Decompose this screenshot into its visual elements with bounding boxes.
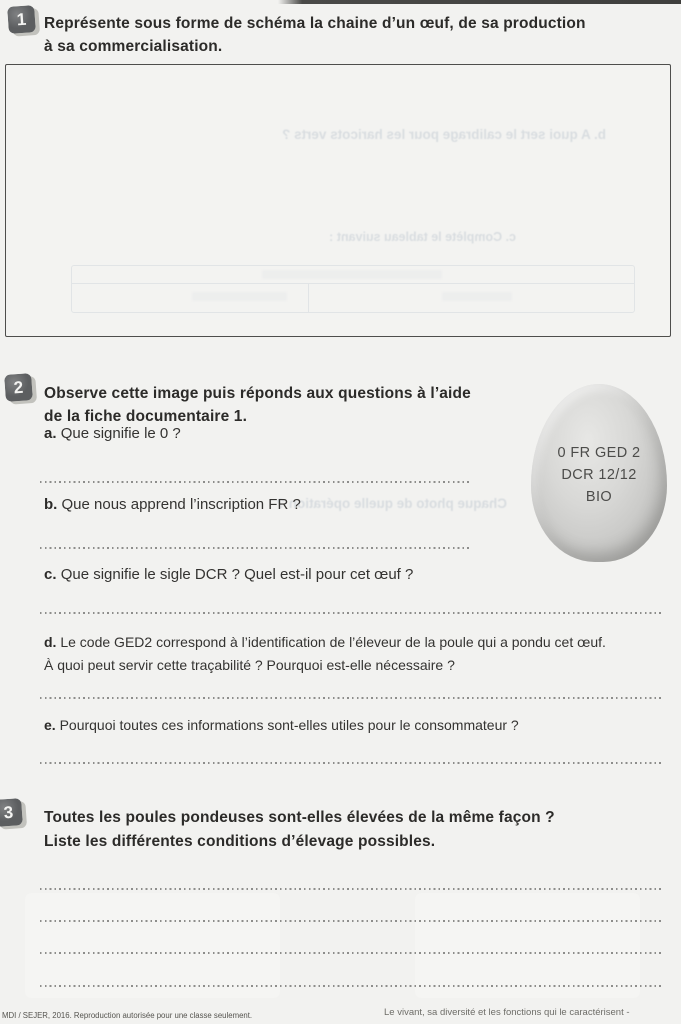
question-a-label: a. [44,425,57,442]
scan-edge-artifact [278,0,681,4]
answer-line-3-1 [40,888,662,890]
question-b-label: b. [44,496,58,513]
exercise-3-badge [0,798,23,827]
exercise-2-badge [4,373,33,402]
exercise-3-heading [44,806,555,854]
question-a-text: Que signifie le 0 ? [60,425,181,442]
exercise-1-heading-line2: à sa commercialisation. [44,38,223,55]
question-b-text: Que nous apprend l’inscription FR ? [61,496,301,513]
showthrough-block-right [415,893,640,998]
question-b [44,493,301,516]
exercise-2-number: 2 [13,377,24,398]
exercise-2-heading-line1: Observe cette image puis réponds aux questions à l’aide [44,385,471,402]
schema-drawing-area [5,64,671,337]
exercise-3-heading-line2: Liste les différentes conditions d’élevage possibles. [44,833,436,850]
exercise-1-number: 1 [16,9,27,30]
question-c-label: c. [44,566,57,583]
showthrough-text-1: b. A quoi sert le calibrage pour les haricots verts ? [282,127,606,142]
answer-line-a [40,481,472,483]
showthrough-text-2: c. Complète le tableau suivant : [329,230,516,244]
question-d [44,631,606,677]
question-d-label: d. [44,634,57,650]
egg-photo [531,384,667,562]
egg-code [531,442,667,508]
question-c-text: Que signifie le sigle DCR ? Quel est-il pour cet œuf ? [60,566,414,583]
answer-line-e [40,762,662,764]
exercise-1-badge [7,5,36,34]
showthrough-block-left [25,893,280,998]
answer-line-3-3 [40,952,662,954]
egg-code-line3: BIO [585,489,613,505]
curriculum-theme-text: Le vivant, sa diversité et les fonctions qui le caractérisent - [384,1007,630,1018]
exercise-3-heading-line1: Toutes les poules pondeuses sont-elles élevées de la même façon ? [44,809,555,826]
showthrough-text-3: Chaque photo de quelle opération ? [276,496,507,511]
question-c [44,563,413,586]
egg-code-line2: DCR 12/12 [561,467,637,483]
exercise-3-number: 3 [3,802,14,823]
showthrough-table [71,265,635,313]
question-e-label: e. [44,717,56,733]
exercise-1-heading [44,12,586,58]
question-d-text-line2: À quoi peut servir cette traçabilité ? Pourquoi est-elle nécessaire ? [44,657,455,673]
egg-code-line1: 0 FR GED 2 [557,445,641,461]
answer-line-c [40,612,662,614]
exercise-1-heading-line1: Représente sous forme de schéma la chaine d’un œuf, de sa production [44,15,586,32]
answer-line-3-4 [40,985,662,987]
answer-line-d [40,697,662,699]
answer-line-b [40,547,472,549]
copyright-text: MDI / SEJER, 2016. Reproduction autorisée pour une classe seulement. [2,1011,253,1020]
answer-line-3-2 [40,920,662,922]
question-a [44,422,181,445]
question-e [44,714,519,737]
question-d-text-line1: Le code GED2 correspond à l’identification de l’éleveur de la poule qui a pondu cet œuf. [60,634,606,650]
question-e-text: Pourquoi toutes ces informations sont-elles utiles pour le consommateur ? [59,717,519,733]
exercise-2-heading-line2: de la fiche documentaire 1. [44,408,248,425]
